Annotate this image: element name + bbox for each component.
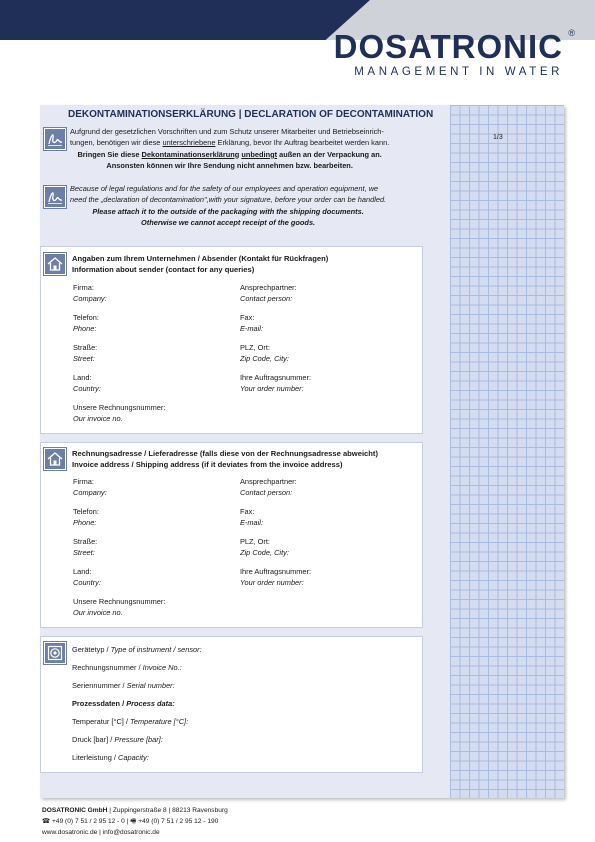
invoice-country-field[interactable]: Land: Country: — [73, 567, 101, 587]
invoice-invoice-field[interactable]: Unsere Rechnungsnummer: Our invoice no. — [73, 597, 166, 617]
intro-english — [70, 183, 386, 228]
sender-invoice-field[interactable]: Unsere Rechnungsnummer: Our invoice no. — [73, 403, 166, 423]
sender-country-field[interactable]: Land: Country: — [73, 373, 101, 393]
intro-de-line3: Bringen Sie diese Dekontaminationserklärung unbedingt außen an der Verpackung an. — [77, 149, 382, 159]
page-number: 1/3 — [493, 134, 503, 141]
invoice-phone-field[interactable]: Telefon: Phone: — [73, 507, 99, 527]
document-title: DEKONTAMINATIONSERKLÄRUNG | DECLARATION OF DECONTAMINATION — [68, 109, 434, 120]
intro-en-line1: Because of legal regulations and for the safety of our employees and operation equipment, we — [70, 184, 379, 193]
invoice-company-field[interactable]: Firma: Company: — [73, 477, 107, 497]
signature-icon — [44, 186, 66, 208]
sender-contact-field[interactable]: Ansprechpartner: Contact person: — [240, 283, 297, 303]
sender-order-field[interactable]: Ihre Auftragsnummer: Your order number: — [240, 373, 312, 393]
intro-en-line4: Otherwise we cannot accept receipt of the goods. — [140, 217, 316, 227]
instrument-process-heading: Prozessdaten / Process data: — [72, 699, 175, 708]
invoice-street-field[interactable]: Straße: Street: — [73, 537, 98, 557]
signature-icon — [44, 128, 66, 150]
invoice-zip-field[interactable]: PLZ, Ort: Zip Code, City: — [240, 537, 289, 557]
brand-tagline: MANAGEMENT IN WATER — [354, 66, 563, 78]
footer-phone: ☎ +49 (0) 7 51 / 2 95 12 - 0 | 🖷 +49 (0) 7 51 / 2 95 12 - 190 — [42, 818, 219, 825]
instrument-type-field[interactable]: Gerätetyp / Type of instrument / sensor: — [72, 645, 202, 654]
registered-mark: ® — [568, 28, 575, 38]
instrument-temperature-field[interactable]: Temperatur [°C] / Temperature [°C]: — [72, 717, 189, 726]
intro-de-line1: Aufgrund der gesetzlichen Vorschriften und zum Schutz unserer Mitarbeiter und Betriebseinrich- — [70, 127, 384, 136]
footer-web: www.dosatronic.de | info@dosatronic.de — [42, 829, 160, 836]
footer — [42, 805, 228, 838]
notes-grid — [450, 105, 564, 798]
invoice-fax-field[interactable]: Fax: E-mail: — [240, 507, 263, 527]
instrument-invoice-field[interactable]: Rechnungsnummer / Invoice No.: — [72, 663, 182, 672]
sender-company-field[interactable]: Firma: Company: — [73, 283, 107, 303]
intro-de-line2: tungen, benötigen wir diese unterschriebene Erklärung, bevor Ihr Auftrag bearbeitet werden kann. — [70, 138, 390, 148]
sender-fax-field[interactable]: Fax: E-mail: — [240, 313, 263, 333]
sender-zip-field[interactable]: PLZ, Ort: Zip Code, City: — [240, 343, 289, 363]
brand-logo — [333, 28, 575, 78]
footer-address: DOSATRONIC GmbH | Zuppingerstraße 8 | 88213 Ravensburg — [42, 807, 228, 814]
intro-de-line4: Ansonsten können wir Ihre Sendung nicht annehmen bzw. bearbeiten. — [106, 160, 353, 170]
invoice-heading: Rechnungsadresse / Lieferadresse (falls diese von der Rechnungsadresse abweicht) Invoice address / Shipping address (if it deviates from the invoice address) — [72, 449, 378, 469]
instrument-serial-field[interactable]: Seriennummer / Serial number: — [72, 681, 175, 690]
instrument-capacity-field[interactable]: Literleistung / Capacity: — [72, 753, 149, 762]
header-accent-band — [0, 0, 370, 40]
invoice-contact-field[interactable]: Ansprechpartner: Contact person: — [240, 477, 297, 497]
house-icon — [44, 253, 66, 275]
invoice-order-field[interactable]: Ihre Auftragsnummer: Your order number: — [240, 567, 312, 587]
intro-german — [70, 126, 389, 171]
house-icon — [44, 448, 66, 470]
intro-en-line3: Please attach it to the outside of the packaging with the shipping documents. — [92, 206, 364, 216]
intro-en-line2: need the „declaration of decontamination",with your signature, before your order can be handled. — [70, 195, 387, 205]
sender-street-field[interactable]: Straße: Street: — [73, 343, 98, 363]
sender-heading: Angaben zum Ihrem Unternehmen / Absender (Kontakt für Rückfragen) Information about sender (contact for any queries) — [72, 254, 329, 274]
brand-name: DOSATRONIC — [333, 28, 563, 65]
sender-phone-field[interactable]: Telefon: Phone: — [73, 313, 99, 333]
instrument-pressure-field[interactable]: Druck [bar] / Pressure [bar]: — [72, 735, 163, 744]
sensor-icon — [44, 642, 66, 664]
